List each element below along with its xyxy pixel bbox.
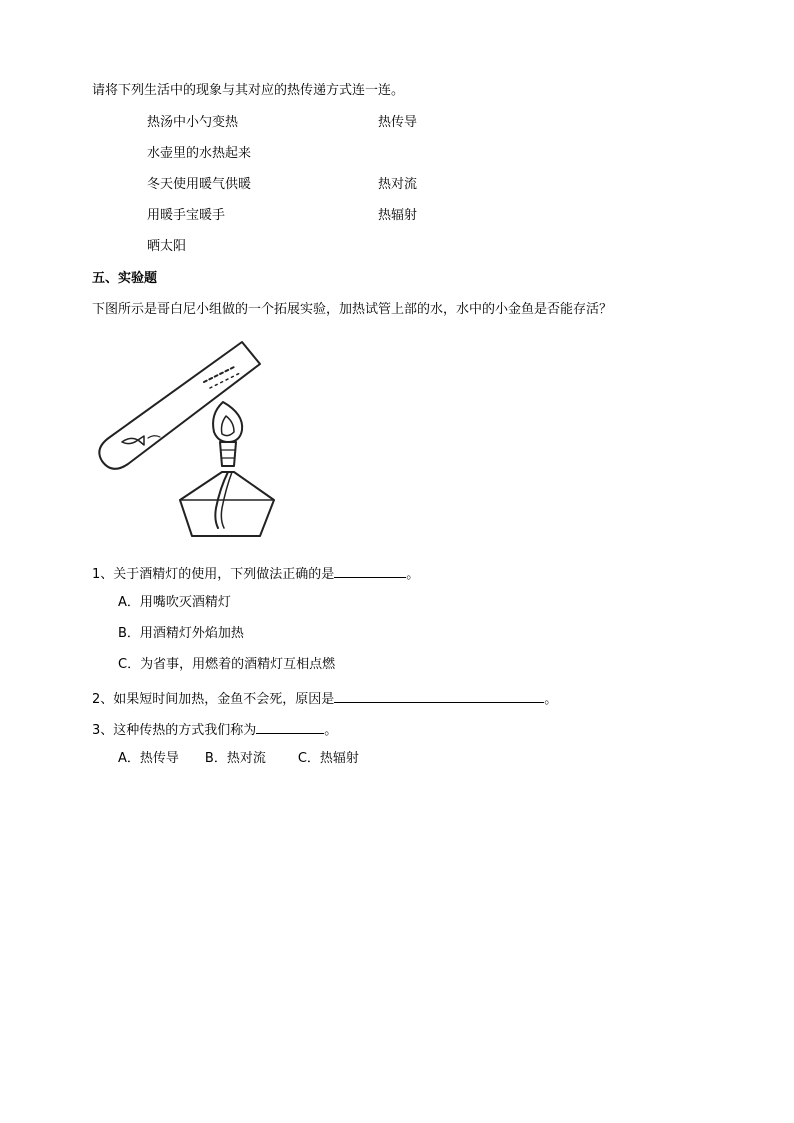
method-radiation: 热辐射 (378, 208, 418, 223)
question-3 (92, 719, 337, 740)
q3-answer-blank[interactable] (256, 719, 324, 734)
phenomenon-5: 晒太阳 (147, 239, 187, 254)
q1-option-a: A．用嘴吹灭酒精灯 (118, 595, 231, 610)
goldfish (122, 436, 144, 445)
lamp-wick-holder (220, 442, 236, 466)
alcohol-lamp (180, 472, 274, 536)
q1-text: 1、关于酒精灯的使用，下列做法正确的是 (92, 567, 335, 582)
matching-instruction: 请将下列生活中的现象与其对应的热传递方式连一连。 (92, 83, 405, 98)
q1-answer-blank[interactable] (334, 563, 406, 578)
experiment-illustration (92, 338, 277, 538)
phenomenon-1: 热汤中小勺变热 (147, 115, 239, 130)
section-heading: 五、实验题 (92, 271, 158, 286)
q2-end: 。 (544, 692, 558, 707)
q3-text: 3、这种传热的方式我们称为 (92, 723, 257, 738)
q1-option-b: B．用酒精灯外焰加热 (118, 626, 244, 641)
method-convection: 热对流 (378, 177, 418, 192)
q2-answer-blank[interactable] (334, 688, 544, 703)
phenomenon-4: 用暖手宝暖手 (147, 208, 226, 223)
phenomenon-3: 冬天使用暖气供暖 (147, 177, 252, 192)
phenomenon-2: 水壶里的水热起来 (147, 146, 252, 161)
q3-option-c: C．热辐射 (297, 751, 359, 766)
q2-text: 2、如果短时间加热，金鱼不会死，原因是 (92, 692, 335, 707)
question-1 (92, 563, 419, 584)
q3-option-b: B．热对流 (204, 751, 266, 766)
q3-option-a: A．热传导 (118, 751, 179, 766)
water-surface (204, 366, 236, 382)
q3-end: 。 (324, 723, 338, 738)
method-conduction: 热传导 (378, 115, 418, 130)
question-2 (92, 688, 557, 709)
experiment-intro: 下图所示是哥白尼小组做的一个拓展实验，加热试管上部的水，水中的小金鱼是否能存活？ (92, 302, 613, 317)
q1-option-c: C．为省事，用燃着的酒精灯互相点燃 (118, 657, 336, 672)
q3-options (118, 750, 359, 768)
q1-end: 。 (406, 567, 420, 582)
